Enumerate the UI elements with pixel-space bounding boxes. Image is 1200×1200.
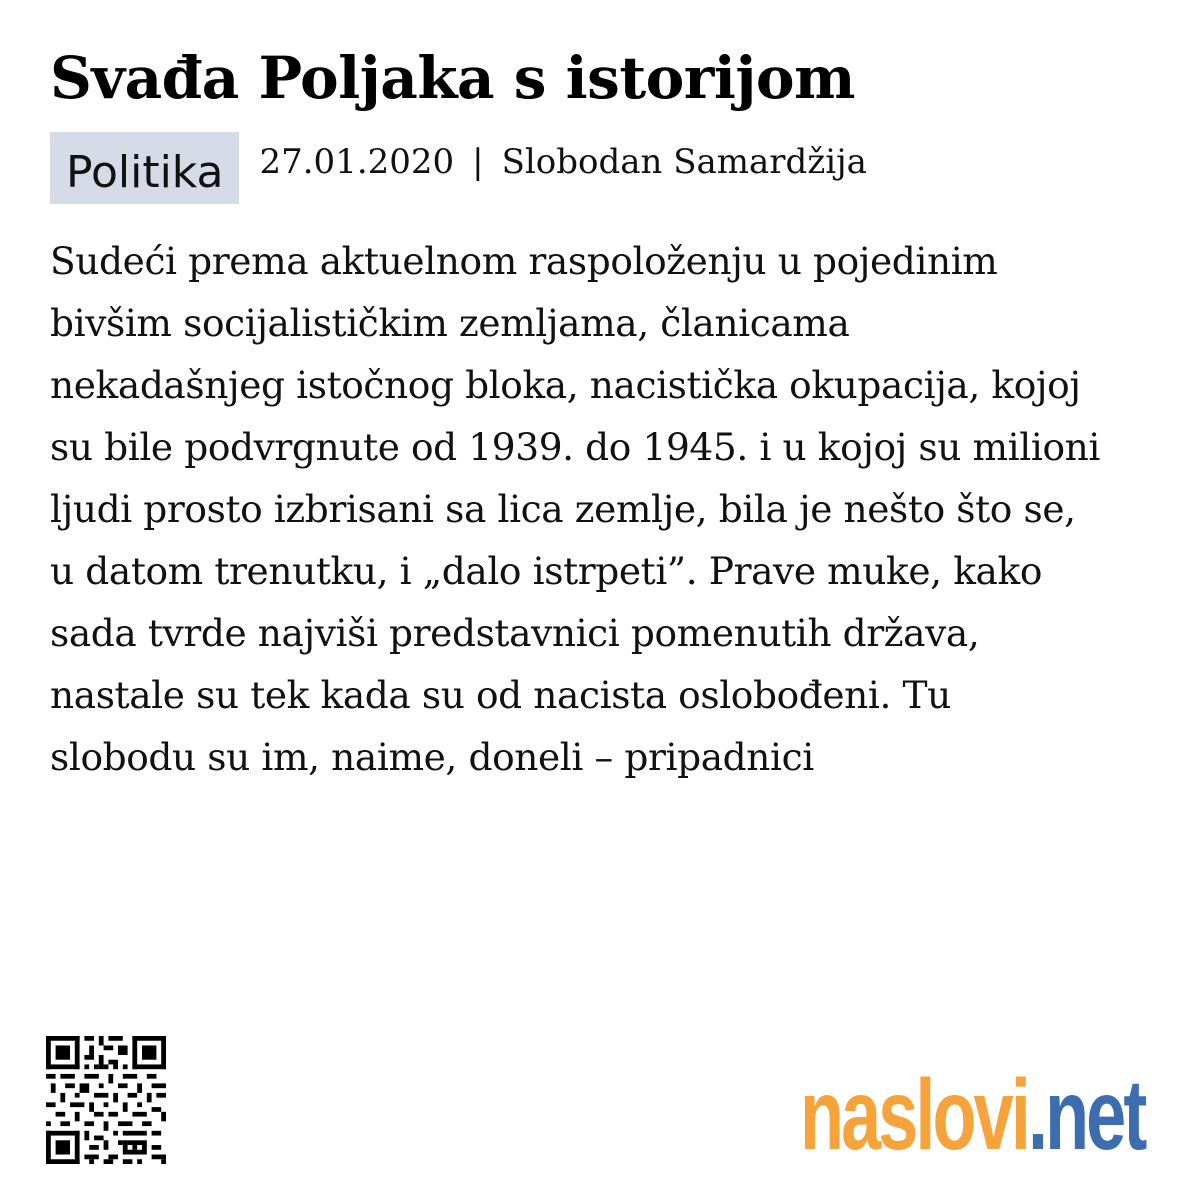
body-line: Sudeći prema aktuelnom raspoloženju u pojedinim bbox=[50, 239, 998, 283]
naslovi-logo[interactable] bbox=[800, 1059, 1145, 1171]
body-line: ljudi prosto izbrisani sa lica zemlje, bila je nešto što se, bbox=[50, 487, 1076, 531]
article-author: Slobodan Samardžija bbox=[501, 142, 867, 182]
body-line: bivšim socijalističkim zemljama, članicama bbox=[50, 301, 850, 345]
meta-info bbox=[259, 142, 866, 182]
article-title: Svađa Poljaka s istorijom bbox=[50, 44, 855, 112]
body-line: nastale su tek kada su od nacista oslobođeni. Tu bbox=[50, 673, 951, 717]
article-meta bbox=[50, 132, 867, 204]
body-line: nekadašnjeg istočnog bloka, nacistička okupacija, kojoj bbox=[50, 363, 1081, 407]
meta-separator: | bbox=[472, 142, 484, 182]
article-body bbox=[50, 230, 1160, 788]
body-line: su bile podvrgnute od 1939. do 1945. i u kojoj su milioni bbox=[50, 425, 1100, 469]
category-badge[interactable] bbox=[50, 132, 239, 204]
logo-text-naslovi: naslovi bbox=[800, 1059, 1028, 1171]
body-line: slobodu su im, naime, doneli – pripadnici bbox=[50, 735, 814, 779]
qr-code-icon bbox=[46, 1036, 166, 1164]
logo-text-net: .net bbox=[1027, 1059, 1145, 1171]
body-line: u datom trenutku, i „dalo istrpeti”. Prave muke, kako bbox=[50, 549, 1042, 593]
article-date: 27.01.2020 bbox=[259, 142, 455, 182]
body-line: sada tvrde najviši predstavnici pomenutih država, bbox=[50, 611, 980, 655]
category-label: Politika bbox=[66, 146, 224, 198]
